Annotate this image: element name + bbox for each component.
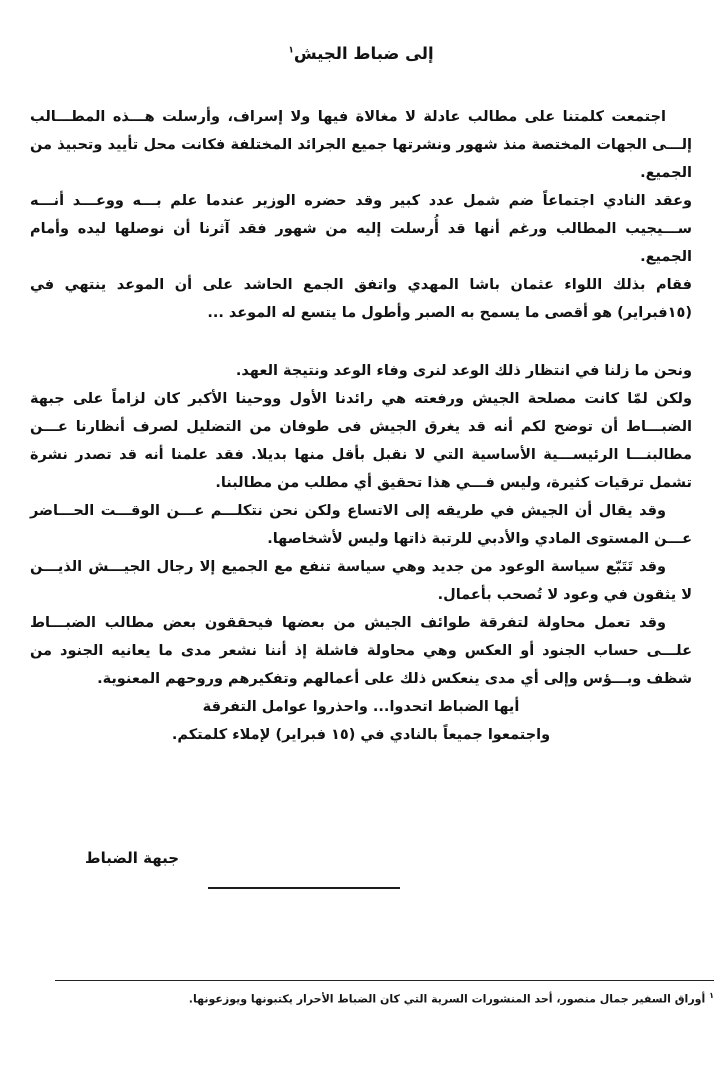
body-paragraph: وقد تعمل محاولة لتفرقة طوائف الجيش من بعضها فيحققون بعض مطالب الضبـــاط علـــى حساب الجنود أو العكس وهي محاولة فاشلة إذ أننا نشعر مدى ما يعانيه الجنود من شظف وبـــؤس وإلى أي مدى ينعكس ذلك على أعمالهم وتفكيرهم وروحهم المعنوية. <box>30 615 692 687</box>
signature: جبهة الضباط <box>85 849 180 867</box>
call-to-unite-line: أيها الضباط اتحدوا... واحذروا عوامل التفرقة <box>202 699 520 715</box>
body-paragraph: ولكن لمّا كانت مصلحة الجيش ورفعته هي رائدنا الأول ووحينا الأكبر كان لزاماً على جبهة الضبـــاط أن توضح لكم أنه قد يغرق الجيش فى طوفان من التضليل لصرف أنظارنا عـــن مطالبنـــا الرئيســـية الأساسية التي لا نقبل بأقل منها بديلا. فقد علمنا أنه قد تصدر نشرة تشمل ترقيات كثيرة، وليس فـــي هذا تحقيق أي مطلب من مطالبنا. <box>30 391 692 491</box>
footnote-text: أوراق السفير جمال منصور، أحد المنشورات السرية التي كان الضباط الأحرار يكتبونها ويوزعونها. <box>188 992 706 1006</box>
page-title <box>30 44 692 63</box>
body-paragraph: وقد يقال أن الجيش في طريقه إلى الاتساع ولكن نحن نتكلـــم عـــن الوقـــت الحـــاضر عـــن المستوى المادي والأدبي للرتبة ذاتها وليس لأشخاصها. <box>30 503 692 547</box>
body-paragraph: اجتمعت كلمتنا على مطالب عادلة لا مغالاة فيها ولا إسراف، وأرسلت هـــذه المطـــالب إلـــى الجهات المختصة منذ شهور ونشرتها جميع الجرائد المختلفة فكانت محل تأييد وتحبيذ من الجميع. <box>30 109 692 181</box>
page-title-text: إلى ضباط الجيش <box>293 44 434 63</box>
call-to-meet-line: واجتمعوا جميعاً بالنادي في (١٥ فبراير) لإملاء كلمتكم. <box>171 727 551 743</box>
body-paragraph: فقام بذلك اللواء عثمان باشا المهدي واتفق الجمع الحاشد على أن الموعد ينتهي في (١٥فبراير) هو أقصى ما يسمح به الصبر وأطول ما يتسع له الموعد ... <box>30 277 692 321</box>
signature-divider <box>208 887 400 889</box>
footnote-area <box>55 980 714 1008</box>
footnote-divider <box>55 980 714 981</box>
footnote-marker-title: ١ <box>288 45 294 56</box>
footnote-marker: ١ <box>709 991 714 1000</box>
body-paragraph: وقد تَتَبّع سياسة الوعود من جديد وهي سياسة تنفع مع الجميع إلا رجال الجيـــش الذيـــن لا يثقون في وعود لا تُصحب بأعمال. <box>30 559 692 603</box>
body-paragraph: ونحن ما زلنا في انتظار ذلك الوعد لنرى وفاء الوعد ونتيجة العهد. <box>235 363 692 379</box>
body-paragraph: وعقد النادي اجتماعاً ضم شمل عدد كبير وقد حضره الوزير عندما علم بـــه ووعـــد أنـــه ســـيجيب المطالب ورغم أنها قد أُرسلت إليه من شهور فقد آثرنا أن نوصلها ليده وأمام الجميع. <box>30 193 692 265</box>
footnote <box>55 988 714 1008</box>
